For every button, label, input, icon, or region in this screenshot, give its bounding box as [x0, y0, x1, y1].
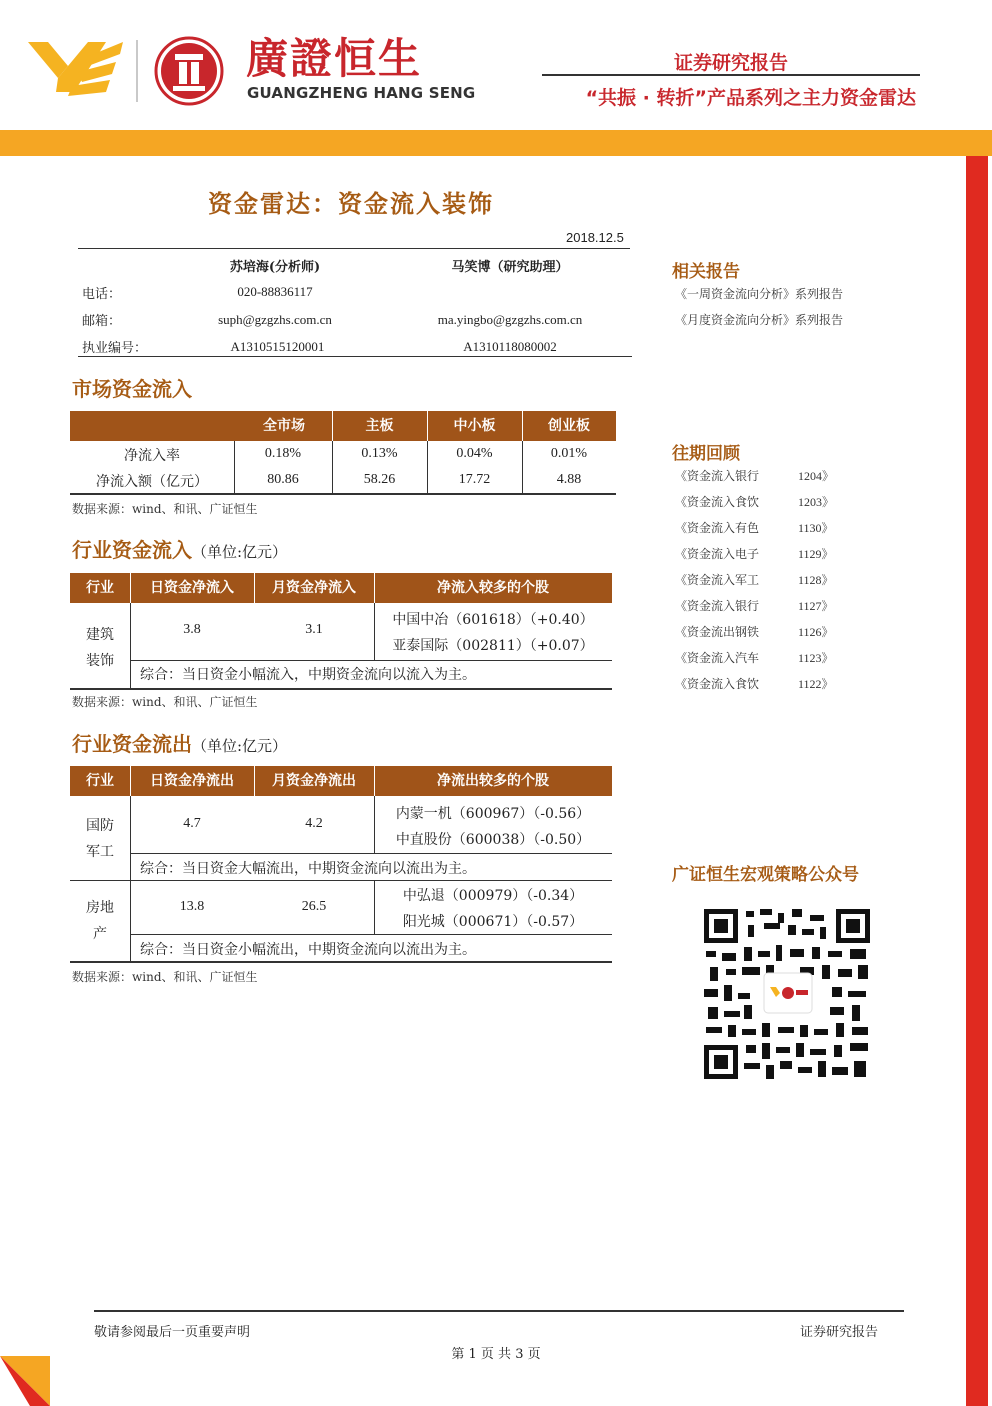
analyst-name-2: 马笑博（研究助理）	[451, 260, 569, 275]
qr-code-icon[interactable]	[702, 907, 872, 1081]
inflow-col-industry: 行业	[86, 580, 114, 596]
outflow-col-stocks: 净流出较多的个股	[437, 773, 549, 789]
report-date: 2018.12.5	[566, 230, 624, 245]
analyst-email-1[interactable]: suph@gzgzhs.com.cn	[218, 312, 332, 327]
market-section-title: 市场资金流入	[72, 377, 192, 401]
outflow-daily: 13.8	[179, 899, 205, 914]
license-label: 执业编号：	[82, 341, 148, 356]
market-table-bottom-rule	[70, 493, 616, 495]
market-cell: 80.86	[267, 472, 299, 487]
past-report-link[interactable]: 《资金流入食饮	[675, 495, 760, 509]
analyst-name-1: 苏培海(分析师)	[229, 260, 321, 275]
past-report-link[interactable]: 《资金流入军工	[675, 573, 760, 587]
outflow-col-monthly: 月资金净流出	[272, 773, 356, 789]
inflow-daily: 3.8	[183, 622, 201, 637]
past-report-num: 1122》	[798, 677, 834, 691]
past-report-num: 1204》	[798, 469, 835, 483]
inflow-title-text: 行业资金流入	[72, 538, 192, 562]
outflow-summary: 综合：当日资金大幅流出，中期资金流向以流出为主。	[140, 861, 476, 877]
past-report-link[interactable]: 《资金流入银行	[675, 599, 760, 613]
inflow-col-daily: 日资金净流入	[150, 580, 234, 596]
analyst-license-2: A1310118080002	[463, 339, 557, 354]
inflow-stock: 中国中冶（601618）（+0.40）	[392, 612, 594, 628]
past-report-num: 1130》	[798, 521, 834, 535]
outflow-industry: 房地 产	[86, 900, 114, 942]
header-rule	[542, 74, 920, 76]
past-report-num: 1203》	[798, 495, 835, 509]
inflow-table-bottom-rule	[70, 688, 612, 690]
outflow-row-rule	[130, 853, 612, 854]
inflow-table-header	[70, 573, 612, 603]
market-col-sme: 中小板	[453, 418, 496, 434]
report-title: 资金雷达：资金流入装饰	[208, 189, 494, 218]
market-cell: 58.26	[363, 472, 396, 487]
inflow-stock: 亚泰国际（002811）（+0.07）	[392, 638, 594, 654]
report-type-label: 证券研究报告	[673, 52, 788, 74]
outflow-daily: 4.7	[183, 816, 201, 831]
outflow-row-separator	[70, 880, 612, 881]
past-report-link[interactable]: 《资金流入有色	[675, 521, 760, 535]
outflow-row-rule	[130, 934, 612, 935]
inflow-col-monthly: 月资金净流入	[272, 580, 356, 596]
past-report-link[interactable]: 《资金流入银行	[675, 469, 760, 483]
outflow-title-text: 行业资金流出	[72, 732, 192, 756]
outflow-summary: 综合：当日资金小幅流出，中期资金流向以流出为主。	[140, 942, 476, 958]
related-report-link[interactable]: 《月度资金流向分析》系列报告	[675, 313, 844, 327]
outflow-section-title	[72, 728, 287, 757]
report-series-title: “共振 · 转折”产品系列之主力资金雷达	[585, 87, 916, 109]
market-cell: 17.72	[458, 472, 491, 487]
brand-name-en: GUANGZHENG HANG SENG	[247, 84, 476, 102]
market-row-label: 净流入额（亿元）	[96, 474, 208, 490]
past-report-num: 1126》	[798, 625, 834, 639]
logo-divider	[136, 40, 138, 102]
inflow-summary: 综合：当日资金小幅流入，中期资金流向以流入为主。	[140, 667, 476, 683]
past-report-num: 1127》	[798, 599, 834, 613]
market-row-label: 净流入率	[124, 448, 180, 464]
seal-logo-icon	[154, 36, 224, 106]
market-cell: 0.01%	[550, 446, 588, 461]
side-bar	[966, 156, 988, 1406]
market-col-all: 全市场	[263, 418, 305, 434]
inflow-unit: （单位:亿元）	[192, 543, 288, 561]
phone-label: 电话：	[82, 287, 122, 302]
inflow-industry: 建筑 装饰	[86, 627, 114, 669]
outflow-monthly: 4.2	[305, 816, 323, 831]
analyst-bottom-rule	[78, 356, 632, 357]
outflow-stock: 中弘退（000979）（-0.34）	[402, 888, 584, 904]
market-cell: 0.13%	[361, 446, 398, 461]
analyst-license-1: A1310515120001	[230, 339, 325, 354]
outflow-monthly: 26.5	[301, 899, 327, 914]
past-report-link[interactable]: 《资金流出钢铁	[675, 625, 760, 639]
inflow-col-stocks: 净流入较多的个股	[437, 580, 549, 596]
outflow-stock: 阳光城（000671）（-0.57）	[402, 914, 584, 930]
past-report-num: 1128》	[798, 573, 834, 587]
inflow-monthly: 3.1	[305, 622, 323, 637]
past-report-num: 1129》	[798, 547, 834, 561]
past-reports-title: 往期回顾	[672, 444, 740, 464]
related-report-link[interactable]: 《一周资金流向分析》系列报告	[675, 287, 844, 301]
outflow-source-note: 数据来源：wind、和讯、广证恒生	[72, 970, 258, 984]
ye-logo-icon	[28, 40, 123, 98]
footer-report-type: 证券研究报告	[800, 1325, 879, 1340]
wechat-title: 广证恒生宏观策略公众号	[672, 865, 859, 885]
past-report-link[interactable]: 《资金流入汽车	[675, 651, 760, 665]
past-report-link[interactable]: 《资金流入食饮	[675, 677, 760, 691]
market-cell: 0.18%	[264, 446, 302, 461]
market-table-header	[70, 411, 616, 441]
market-col-gem: 创业板	[548, 418, 590, 434]
market-cell: 0.04%	[456, 446, 493, 461]
outflow-stock: 中直股份（600038）（-0.50）	[395, 832, 591, 848]
outflow-table-header	[70, 766, 612, 796]
analyst-top-rule	[78, 248, 630, 249]
footer-disclaimer: 敬请参阅最后一页重要声明	[94, 1325, 251, 1340]
analyst-phone-1: 020-88836117	[237, 284, 313, 299]
market-cell: 4.88	[556, 472, 582, 487]
outflow-stock: 内蒙一机（600967）（-0.56）	[395, 806, 591, 822]
market-source-note: 数据来源：wind、和讯、广证恒生	[72, 502, 258, 516]
related-reports-title: 相关报告	[672, 262, 740, 282]
inflow-row-rule	[130, 660, 612, 661]
footer-rule	[94, 1310, 904, 1312]
footer-page-number: 第 1 页 共 3 页	[451, 1347, 541, 1362]
past-report-link[interactable]: 《资金流入电子	[675, 547, 760, 561]
outflow-col-daily: 日资金净流出	[150, 773, 234, 789]
outflow-table-bottom-rule	[70, 961, 612, 963]
email-label: 邮箱：	[82, 314, 122, 329]
inflow-source-note: 数据来源：wind、和讯、广证恒生	[72, 695, 258, 709]
corner-triangle-icon	[0, 1356, 50, 1406]
outflow-industry: 国防 军工	[86, 818, 114, 860]
market-col-main: 主板	[365, 418, 394, 434]
brand-name-cn: 廣證恒生	[246, 34, 423, 83]
outflow-unit: （单位:亿元）	[192, 737, 288, 755]
analyst-email-2[interactable]: ma.yingbo@gzgzhs.com.cn	[437, 312, 583, 327]
outflow-col-industry: 行业	[86, 773, 114, 789]
header-band	[0, 130, 992, 156]
past-report-num: 1123》	[798, 651, 834, 665]
inflow-section-title	[72, 534, 287, 563]
